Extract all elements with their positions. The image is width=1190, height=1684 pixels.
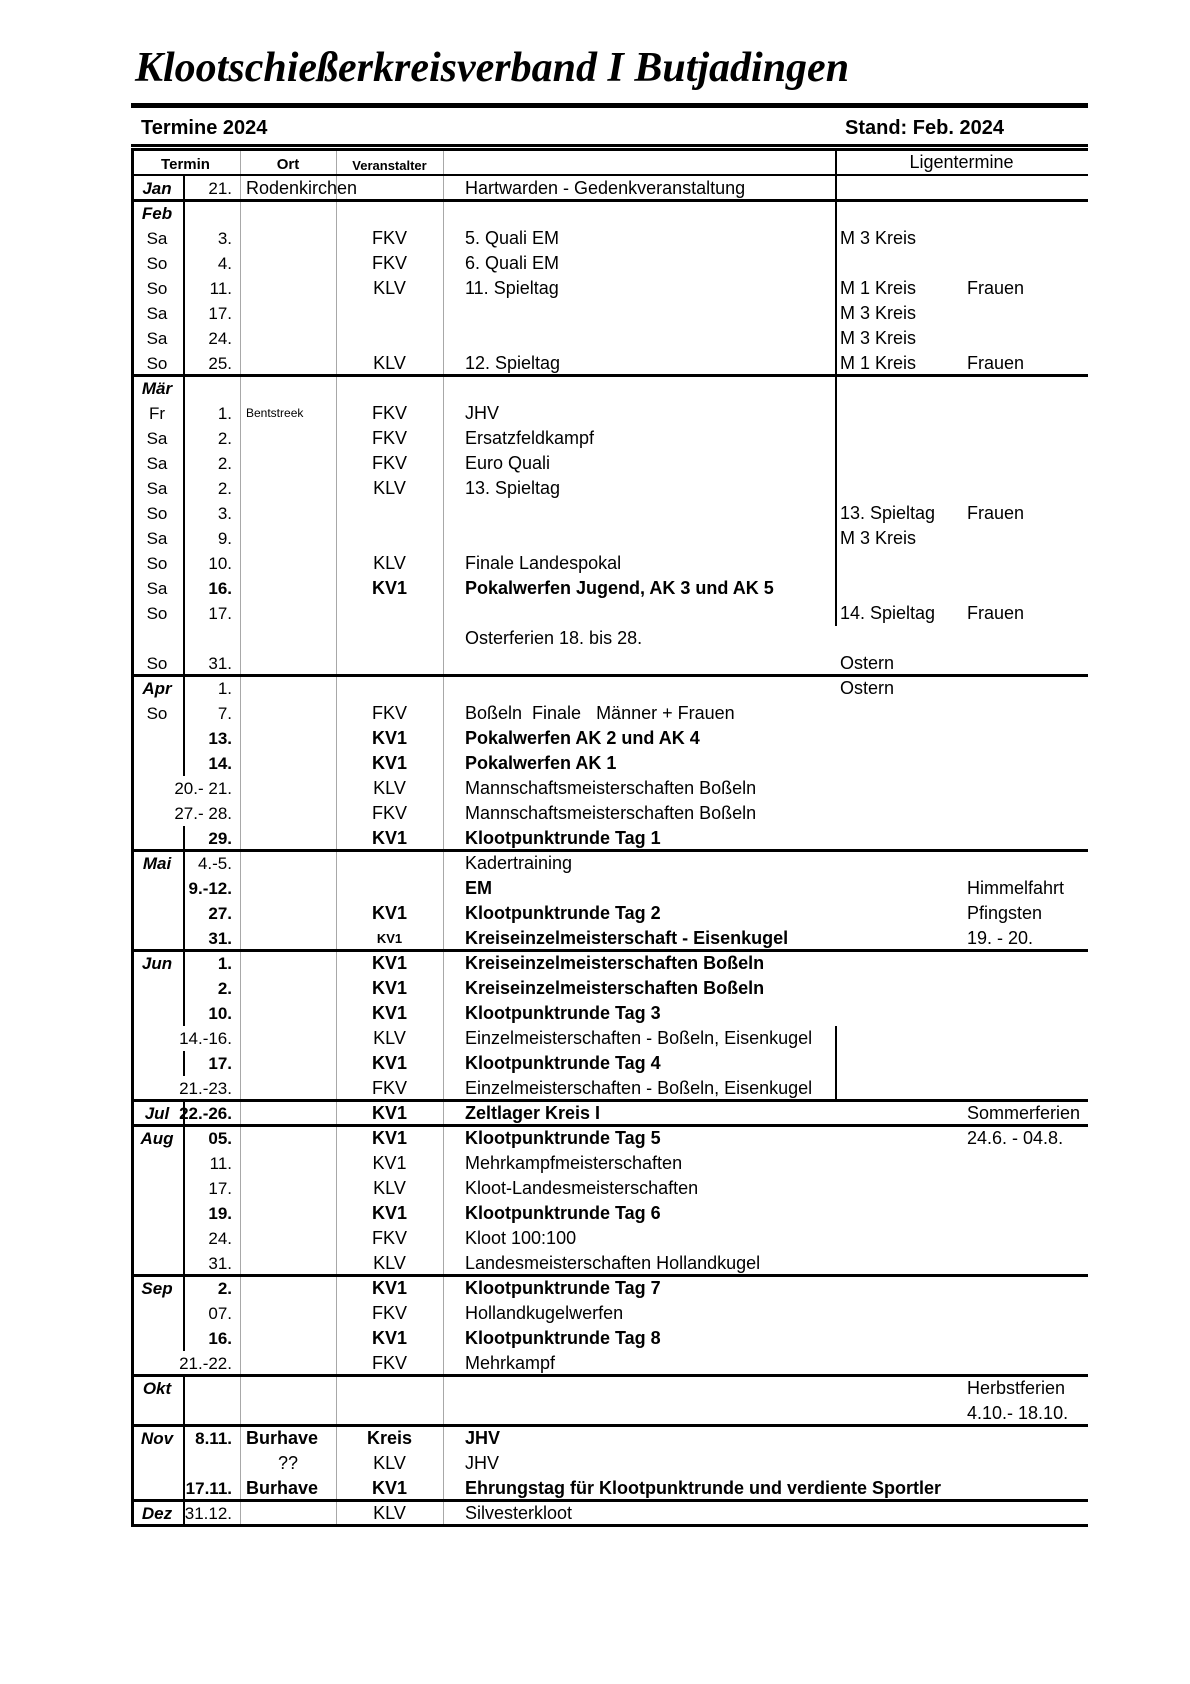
cell-liga-right: Herbstferien: [967, 1378, 1066, 1398]
cell-month-label: Jun: [141, 954, 173, 973]
cell-weekday: Sa: [146, 479, 168, 498]
cell-weekday: So: [146, 554, 168, 573]
cell-date: 1.: [217, 404, 232, 423]
schedule-row: [131, 901, 1088, 926]
grid-line-horizontal: [131, 949, 1088, 952]
cell-date: 24.: [208, 1229, 232, 1248]
cell-veranstalter: KV1: [371, 978, 407, 998]
cell-veranstalter: FKV: [371, 1228, 407, 1248]
grid-line-horizontal: [131, 374, 1088, 377]
cell-veranstalter: KV1: [371, 1478, 407, 1498]
cell-event: Kreiseinzelmeisterschaft - Eisenkugel: [465, 928, 789, 948]
cell-liga-left: Ostern: [840, 653, 895, 673]
cell-veranstalter: KLV: [373, 1503, 406, 1523]
cell-veranstalter: KV1: [371, 828, 407, 848]
cell-veranstalter: KLV: [373, 1028, 406, 1048]
cell-event: Boßeln Finale Männer + Frauen: [465, 703, 735, 723]
cell-weekday: So: [146, 704, 168, 723]
schedule-row: [131, 826, 1088, 851]
cell-veranstalter: KV1: [371, 1128, 407, 1148]
cell-veranstalter: FKV: [371, 228, 407, 248]
date-column-divider: [183, 201, 185, 226]
cell-date: 20.- 21.: [174, 779, 232, 798]
cell-veranstalter: KV1: [372, 1153, 407, 1173]
cell-date: 8.11.: [195, 1429, 232, 1448]
cell-liga-right: 24.6. - 04.8.: [967, 1128, 1064, 1148]
cell-liga-left: M 3 Kreis: [840, 528, 917, 548]
cell-event: 12. Spieltag: [465, 353, 561, 373]
schedule-row: [131, 301, 1088, 326]
cell-date: 16.: [208, 579, 232, 598]
cell-veranstalter: KV1: [371, 1053, 407, 1073]
schedule-row: [131, 751, 1088, 776]
cell-liga-right: Frauen: [967, 603, 1025, 623]
cell-weekday: So: [146, 279, 168, 298]
cell-event: JHV: [465, 403, 500, 423]
schedule-row: [131, 676, 1088, 701]
cell-date: 22.-26.: [179, 1104, 232, 1123]
schedule-row: [131, 651, 1088, 676]
schedule-row: [131, 401, 1088, 426]
cell-event: Landesmeisterschaften Hollandkugel: [465, 1253, 761, 1273]
cell-veranstalter: KLV: [373, 1253, 406, 1273]
cell-event: Klootpunktrunde Tag 6: [465, 1203, 661, 1223]
cell-event: EM: [465, 878, 492, 898]
cell-date: 17.: [208, 604, 232, 623]
schedule-row: [131, 576, 1088, 601]
cell-veranstalter: KV1: [371, 753, 407, 773]
cell-event: Klootpunktrunde Tag 4: [465, 1053, 661, 1073]
schedule-row: [131, 326, 1088, 351]
cell-veranstalter: KLV: [373, 478, 406, 498]
schedule-row: [131, 776, 1088, 801]
cell-liga-right: Sommerferien: [967, 1103, 1081, 1123]
schedule-row: [131, 251, 1088, 276]
cell-date: 7.: [217, 704, 232, 723]
cell-weekday: Sa: [146, 304, 168, 323]
column-header-ligentermine: Ligentermine: [909, 152, 1014, 172]
cell-liga-right: 19. - 20.: [967, 928, 1034, 948]
schedule-row: [131, 876, 1088, 901]
schedule-row: [131, 201, 1088, 226]
cell-liga-right: Frauen: [967, 503, 1025, 523]
cell-month-label: Aug: [140, 1129, 174, 1148]
cell-weekday: So: [146, 504, 168, 523]
cell-event: Hartwarden - Gedenkveranstaltung: [465, 178, 746, 198]
cell-date: 13.: [208, 729, 232, 748]
cell-ort: ??: [277, 1453, 299, 1473]
schedule-row: [131, 1226, 1088, 1251]
cell-weekday: Sa: [146, 429, 168, 448]
cell-event: Kreiseinzelmeisterschaften Boßeln: [465, 953, 765, 973]
cell-liga-right: Pfingsten: [967, 903, 1043, 923]
cell-event: Euro Quali: [465, 453, 551, 473]
schedule-row: [131, 1351, 1088, 1376]
schedule-row: [131, 851, 1088, 876]
cell-event: Klootpunktrunde Tag 8: [465, 1328, 661, 1348]
grid-line-horizontal: [131, 199, 1088, 202]
cell-date: 9.: [217, 529, 232, 548]
cell-weekday: Sa: [146, 229, 168, 248]
cell-date: 2.: [217, 1279, 232, 1298]
cell-date: 19.: [208, 1204, 232, 1223]
schedule-row: [131, 701, 1088, 726]
cell-weekday: Sa: [146, 454, 168, 473]
cell-veranstalter: KLV: [373, 278, 406, 298]
cell-veranstalter: KV1: [371, 578, 407, 598]
schedule-row: [131, 176, 1088, 201]
cell-veranstalter: KLV: [373, 553, 406, 573]
cell-veranstalter: FKV: [371, 253, 407, 273]
schedule-row: [131, 951, 1088, 976]
cell-veranstalter: KLV: [373, 353, 406, 373]
grid-line-horizontal: [131, 849, 1088, 852]
cell-weekday: So: [146, 254, 168, 273]
cell-weekday: Sa: [146, 329, 168, 348]
cell-event: Mehrkampf: [465, 1353, 556, 1373]
cell-month-label: Okt: [142, 1379, 172, 1398]
cell-veranstalter: KV1: [371, 1203, 407, 1223]
cell-date: 14.-16.: [179, 1029, 232, 1048]
cell-veranstalter: KV1: [371, 903, 407, 923]
cell-event: Silvesterkloot: [465, 1503, 573, 1523]
liga-column-divider: [835, 148, 837, 626]
cell-veranstalter: Kreis: [366, 1428, 413, 1448]
schedule-row: [131, 801, 1088, 826]
schedule-row: [131, 551, 1088, 576]
cell-event: Kloot 100:100: [465, 1228, 577, 1248]
cell-date: 27.: [208, 904, 232, 923]
cell-date: 05.: [208, 1129, 232, 1148]
cell-month-label: Dez: [141, 1504, 173, 1523]
cell-event: 5. Quali EM: [465, 228, 560, 248]
cell-date: 11.: [209, 1154, 232, 1173]
cell-date: 10.: [208, 554, 232, 573]
cell-date: 2.: [217, 479, 232, 498]
grid-line-horizontal: [131, 1499, 1088, 1502]
schedule-row: [131, 1026, 1088, 1051]
cell-veranstalter: KLV: [373, 1178, 406, 1198]
cell-veranstalter: FKV: [371, 1303, 407, 1323]
grid-line-horizontal: [131, 174, 1088, 176]
cell-event: 6. Quali EM: [465, 253, 560, 273]
cell-veranstalter: FKV: [371, 453, 407, 473]
subtitle-termine: Termine 2024: [141, 117, 268, 139]
schedule-row: [131, 626, 1088, 651]
cell-event: Pokalwerfen AK 1: [465, 753, 617, 773]
column-header-ort: Ort: [276, 156, 300, 173]
cell-liga-left: M 3 Kreis: [840, 328, 917, 348]
cell-date: 3.: [217, 504, 232, 523]
cell-veranstalter: KLV: [373, 778, 406, 798]
schedule-row: [131, 1426, 1088, 1451]
schedule-row: [131, 226, 1088, 251]
column-header-termin: Termin: [161, 156, 210, 173]
schedule-row: [131, 1051, 1088, 1076]
grid-line-horizontal: [131, 1524, 1088, 1527]
cell-event: Mannschaftsmeisterschaften Boßeln: [465, 778, 757, 798]
cell-date: 31.12.: [184, 1504, 232, 1523]
date-column-divider: [183, 1376, 185, 1401]
schedule-row: [131, 1001, 1088, 1026]
cell-event: Klootpunktrunde Tag 7: [465, 1278, 661, 1298]
cell-weekday: Sa: [146, 529, 168, 548]
table-header: [131, 148, 1088, 176]
cell-event: Mehrkampfmeisterschaften: [465, 1153, 683, 1173]
cell-month-label: Jan: [142, 179, 172, 198]
cell-liga-left: 14. Spieltag: [840, 603, 936, 623]
cell-month-label: Feb: [141, 204, 173, 223]
cell-month-label: Nov: [140, 1429, 174, 1448]
cell-date: 17.: [208, 1054, 232, 1073]
cell-date: 14.: [208, 754, 232, 773]
schedule-row: [131, 1101, 1088, 1126]
cell-event: Kadertraining: [465, 853, 573, 873]
date-column-divider: [183, 376, 185, 401]
schedule-row: [131, 376, 1088, 401]
cell-veranstalter: FKV: [371, 1078, 407, 1098]
cell-event: JHV: [465, 1428, 501, 1448]
cell-event: Kloot-Landesmeisterschaften: [465, 1178, 699, 1198]
cell-date: 11.: [209, 279, 232, 298]
schedule-row: [131, 1451, 1088, 1476]
cell-veranstalter: FKV: [371, 703, 407, 723]
schedule-row: [131, 1501, 1088, 1526]
cell-ort: Bentstreek: [246, 406, 304, 420]
cell-veranstalter: FKV: [371, 403, 407, 423]
cell-month-label: Apr: [142, 679, 172, 698]
schedule-row: [131, 1176, 1088, 1201]
schedule-row: [131, 451, 1088, 476]
cell-date: 29.: [208, 829, 232, 848]
cell-event: Osterferien 18. bis 28.: [465, 628, 643, 648]
schedule-row: [131, 1201, 1088, 1226]
cell-veranstalter: FKV: [371, 1353, 407, 1373]
cell-ort: Burhave: [246, 1478, 319, 1498]
schedule-row: [131, 501, 1088, 526]
cell-date: 07.: [208, 1304, 232, 1323]
schedule-row: [131, 926, 1088, 951]
page-title: Klootschießerkreisverband I Butjadingen: [135, 45, 850, 91]
date-column-divider: [183, 626, 185, 651]
cell-liga-right: Himmelfahrt: [967, 878, 1065, 898]
cell-date: 2.: [217, 454, 232, 473]
cell-liga-left: Ostern: [840, 678, 895, 698]
cell-date: 9.-12.: [188, 879, 232, 898]
cell-event: Klootpunktrunde Tag 5: [465, 1128, 661, 1148]
schedule-row: [131, 1251, 1088, 1276]
schedule-row: [131, 526, 1088, 551]
cell-weekday: Fr: [148, 404, 166, 423]
cell-liga-right: Frauen: [967, 353, 1025, 373]
schedule-row: [131, 426, 1088, 451]
schedule-row: [131, 476, 1088, 501]
cell-event: JHV: [465, 1453, 500, 1473]
cell-month-label: Mär: [141, 379, 173, 398]
schedule-row: [131, 1326, 1088, 1351]
date-column-divider: [183, 1401, 185, 1426]
cell-veranstalter: KV1: [371, 728, 407, 748]
cell-event: Kreiseinzelmeisterschaften Boßeln: [465, 978, 765, 998]
cell-date: 1.: [217, 954, 232, 973]
cell-liga-right: Frauen: [967, 278, 1025, 298]
cell-date: 17.: [208, 304, 232, 323]
cell-event: Mannschaftsmeisterschaften Boßeln: [465, 803, 757, 823]
cell-date: 4.-5.: [197, 854, 232, 873]
cell-date: 31.: [208, 1254, 232, 1273]
cell-event: 13. Spieltag: [465, 478, 561, 498]
cell-event: Klootpunktrunde Tag 2: [465, 903, 661, 923]
cell-date: 24.: [208, 329, 232, 348]
schedule-row: [131, 976, 1088, 1001]
grid-line-horizontal: [131, 1274, 1088, 1277]
grid-line-horizontal: [131, 148, 1088, 151]
cell-date: 21.: [208, 179, 232, 198]
schedule-row: [131, 1151, 1088, 1176]
cell-event: Zeltlager Kreis I: [465, 1103, 601, 1123]
cell-liga-right: 4.10.- 18.10.: [967, 1403, 1069, 1423]
cell-ort: Rodenkirchen: [246, 178, 358, 198]
cell-veranstalter: KLV: [373, 1453, 406, 1473]
cell-veranstalter: KV1: [371, 1328, 407, 1348]
cell-date: 27.- 28.: [174, 804, 232, 823]
cell-event: Pokalwerfen AK 2 und AK 4: [465, 728, 700, 748]
column-header-veranstalter: Veranstalter: [352, 158, 427, 173]
cell-ort: Burhave: [246, 1428, 319, 1448]
grid-line-horizontal: [131, 1424, 1088, 1427]
schedule-row: [131, 1276, 1088, 1301]
schedule-row: [131, 1476, 1088, 1501]
cell-weekday: So: [146, 354, 168, 373]
cell-date: 4.: [217, 254, 232, 273]
cell-weekday: Sa: [146, 579, 168, 598]
cell-date: 17.: [208, 1179, 232, 1198]
cell-month-label: Mai: [142, 854, 172, 873]
cell-event: Klootpunktrunde Tag 1: [465, 828, 661, 848]
schedule-table: [131, 148, 1088, 1526]
cell-event: Ehrungstag für Klootpunktrunde und verdiente Sportler: [465, 1478, 942, 1498]
date-column-divider: [183, 1451, 185, 1476]
cell-month-label: Sep: [141, 1279, 173, 1298]
cell-liga-left: 13. Spieltag: [840, 503, 936, 523]
schedule-row: [131, 1376, 1088, 1401]
schedule-row: [131, 1301, 1088, 1326]
cell-veranstalter: KV1: [371, 1278, 407, 1298]
cell-liga-left: M 1 Kreis: [840, 278, 917, 298]
cell-event: Hollandkugelwerfen: [465, 1303, 624, 1323]
schedule-row: [131, 351, 1088, 376]
grid-line-horizontal: [131, 1099, 1088, 1102]
table-left-border: [131, 148, 134, 1526]
cell-date: 2.: [217, 979, 232, 998]
cell-date: 31.: [208, 654, 232, 673]
schedule-row: [131, 601, 1088, 626]
cell-liga-left: M 3 Kreis: [840, 303, 917, 323]
title-rule: [131, 103, 1088, 108]
cell-veranstalter: KV1: [371, 953, 407, 973]
schedule-row: [131, 1401, 1088, 1426]
cell-date: 21.-23.: [179, 1079, 232, 1098]
cell-date: 3.: [217, 229, 232, 248]
schedule-row: [131, 726, 1088, 751]
cell-date: 25.: [208, 354, 232, 373]
grid-line-horizontal: [131, 674, 1088, 677]
cell-event: 11. Spieltag: [465, 278, 559, 298]
grid-line-horizontal: [131, 1124, 1088, 1127]
cell-event: Einzelmeisterschaften - Boßeln, Eisenkugel: [465, 1028, 813, 1048]
cell-month-label: Jul: [144, 1104, 170, 1123]
schedule-row: [131, 1076, 1088, 1101]
cell-veranstalter: FKV: [371, 803, 407, 823]
cell-date: 17.11.: [185, 1479, 232, 1498]
cell-event: Pokalwerfen Jugend, AK 3 und AK 5: [465, 578, 774, 598]
cell-event: Ersatzfeldkampf: [465, 428, 595, 448]
cell-veranstalter: KV1: [371, 1003, 407, 1023]
cell-date: 1.: [217, 679, 232, 698]
liga-column-divider: [835, 1026, 837, 1101]
cell-liga-left: M 3 Kreis: [840, 228, 917, 248]
cell-weekday: So: [146, 604, 168, 623]
cell-liga-left: M 1 Kreis: [840, 353, 917, 373]
cell-date: 21.-22.: [179, 1354, 232, 1373]
cell-event: Klootpunktrunde Tag 3: [465, 1003, 661, 1023]
cell-date: 10.: [208, 1004, 232, 1023]
cell-date: 31.: [208, 929, 232, 948]
schedule-row: [131, 1126, 1088, 1151]
cell-veranstalter: KV1: [376, 931, 403, 946]
cell-event: Einzelmeisterschaften - Boßeln, Eisenkugel: [465, 1078, 813, 1098]
schedule-row: [131, 276, 1088, 301]
cell-weekday: So: [146, 654, 168, 673]
cell-veranstalter: KV1: [371, 1103, 407, 1123]
cell-veranstalter: FKV: [371, 428, 407, 448]
cell-date: 16.: [208, 1329, 232, 1348]
grid-line-horizontal: [131, 1374, 1088, 1377]
cell-event: Finale Landespokal: [465, 553, 622, 573]
cell-date: 2.: [217, 429, 232, 448]
subtitle-stand: Stand: Feb. 2024: [845, 117, 1004, 139]
header-rule: [131, 144, 1088, 147]
